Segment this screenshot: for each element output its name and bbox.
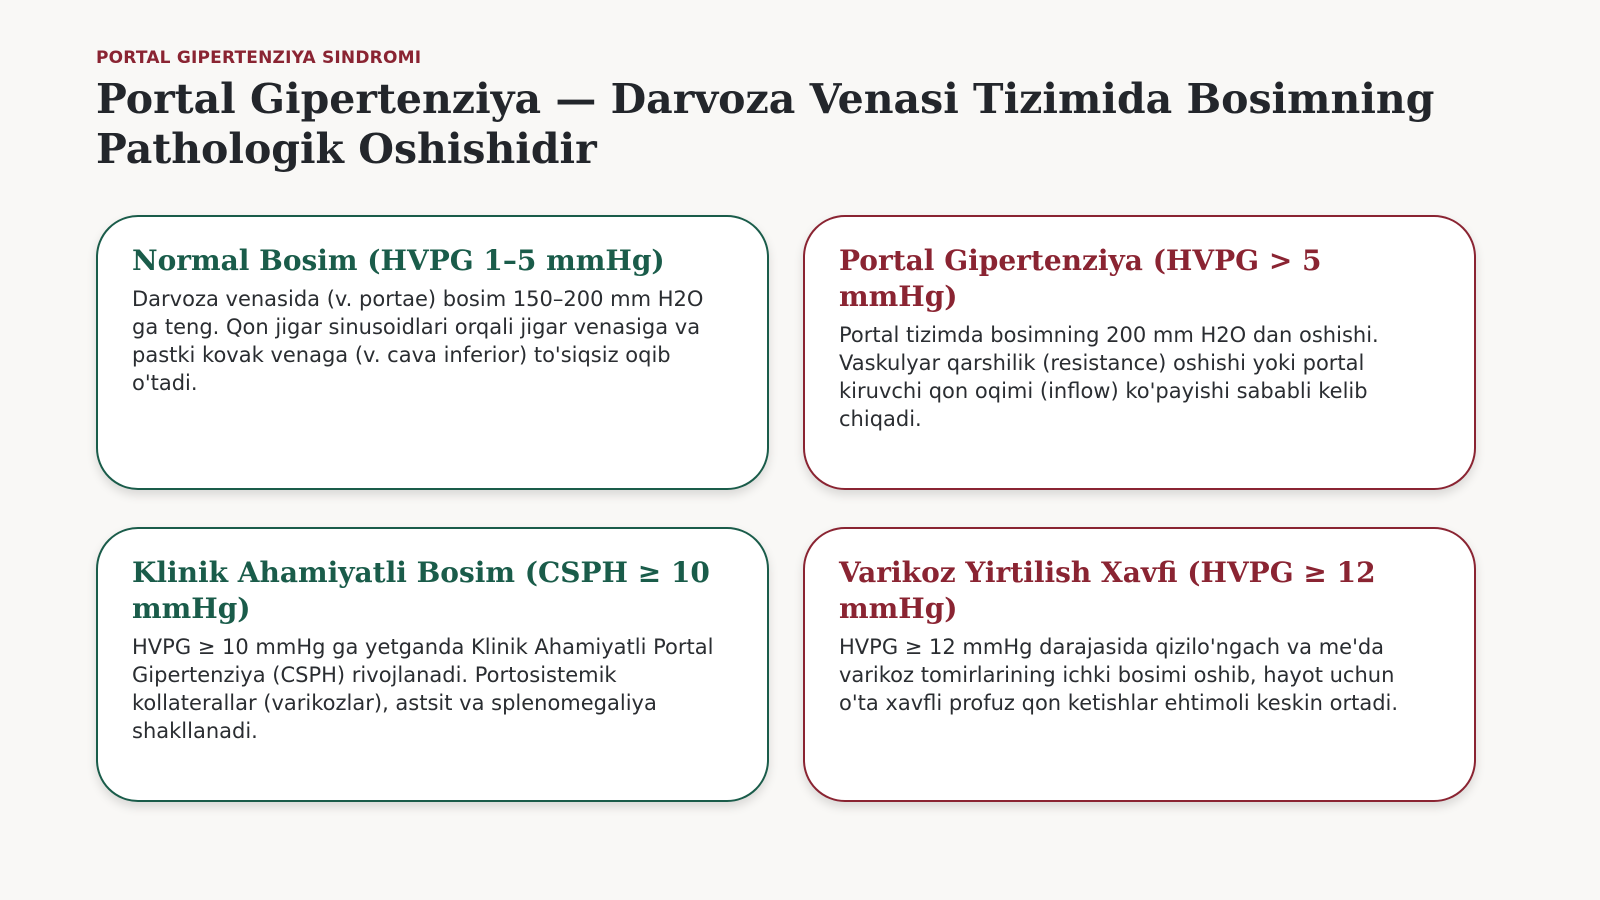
card-body: Darvoza venasida (v. portae) bosim 150–200 mm H2O ga teng. Qon jigar sinusoidlari orqali jigar venasiga va pastki kovak venaga (v. cava inferior) to'siqsiz oqib o'tadi.	[132, 287, 704, 395]
card-variceal-rupture-risk	[803, 527, 1476, 802]
card-portal-hypertension	[803, 215, 1476, 490]
page-title: Portal Gipertenziya — Darvoza Venasi Tizimida Bosimning Pathologik Oshishidir	[96, 75, 1435, 173]
card-title: Portal Gipertenziya (HVPG > 5 mmHg)	[839, 244, 1322, 313]
card-normal-pressure	[96, 215, 769, 490]
card-title: Varikoz Yirtilish Xavfi (HVPG ≥ 12 mmHg)	[839, 556, 1376, 625]
card-title: Normal Bosim (HVPG 1–5 mmHg)	[132, 244, 665, 277]
card-title: Klinik Ahamiyatli Bosim (CSPH ≥ 10 mmHg)	[132, 556, 710, 625]
card-body: HVPG ≥ 12 mmHg darajasida qizilo'ngach va me'da varikoz tomirlarining ichki bosimi oshib, hayot uchun o'ta xavfli profuz qon ketishlar ehtimoli keskin ortadi.	[839, 635, 1399, 715]
card-body: HVPG ≥ 10 mmHg ga yetganda Klinik Ahamiyatli Portal Gipertenziya (CSPH) rivojlanadi. Portosistemik kollaterallar (varikozlar), astsit va splenomegaliya shakllanadi.	[132, 635, 714, 743]
card-clinically-significant	[96, 527, 769, 802]
card-body: Portal tizimda bosimning 200 mm H2O dan oshishi. Vaskulyar qarshilik (resistance) oshishi yoki portal kiruvchi qon oqimi (inflow) ko'payishi sababli kelib chiqadi.	[839, 323, 1379, 431]
eyebrow-label: PORTAL GIPERTENZIYA SINDROMI	[96, 48, 422, 68]
